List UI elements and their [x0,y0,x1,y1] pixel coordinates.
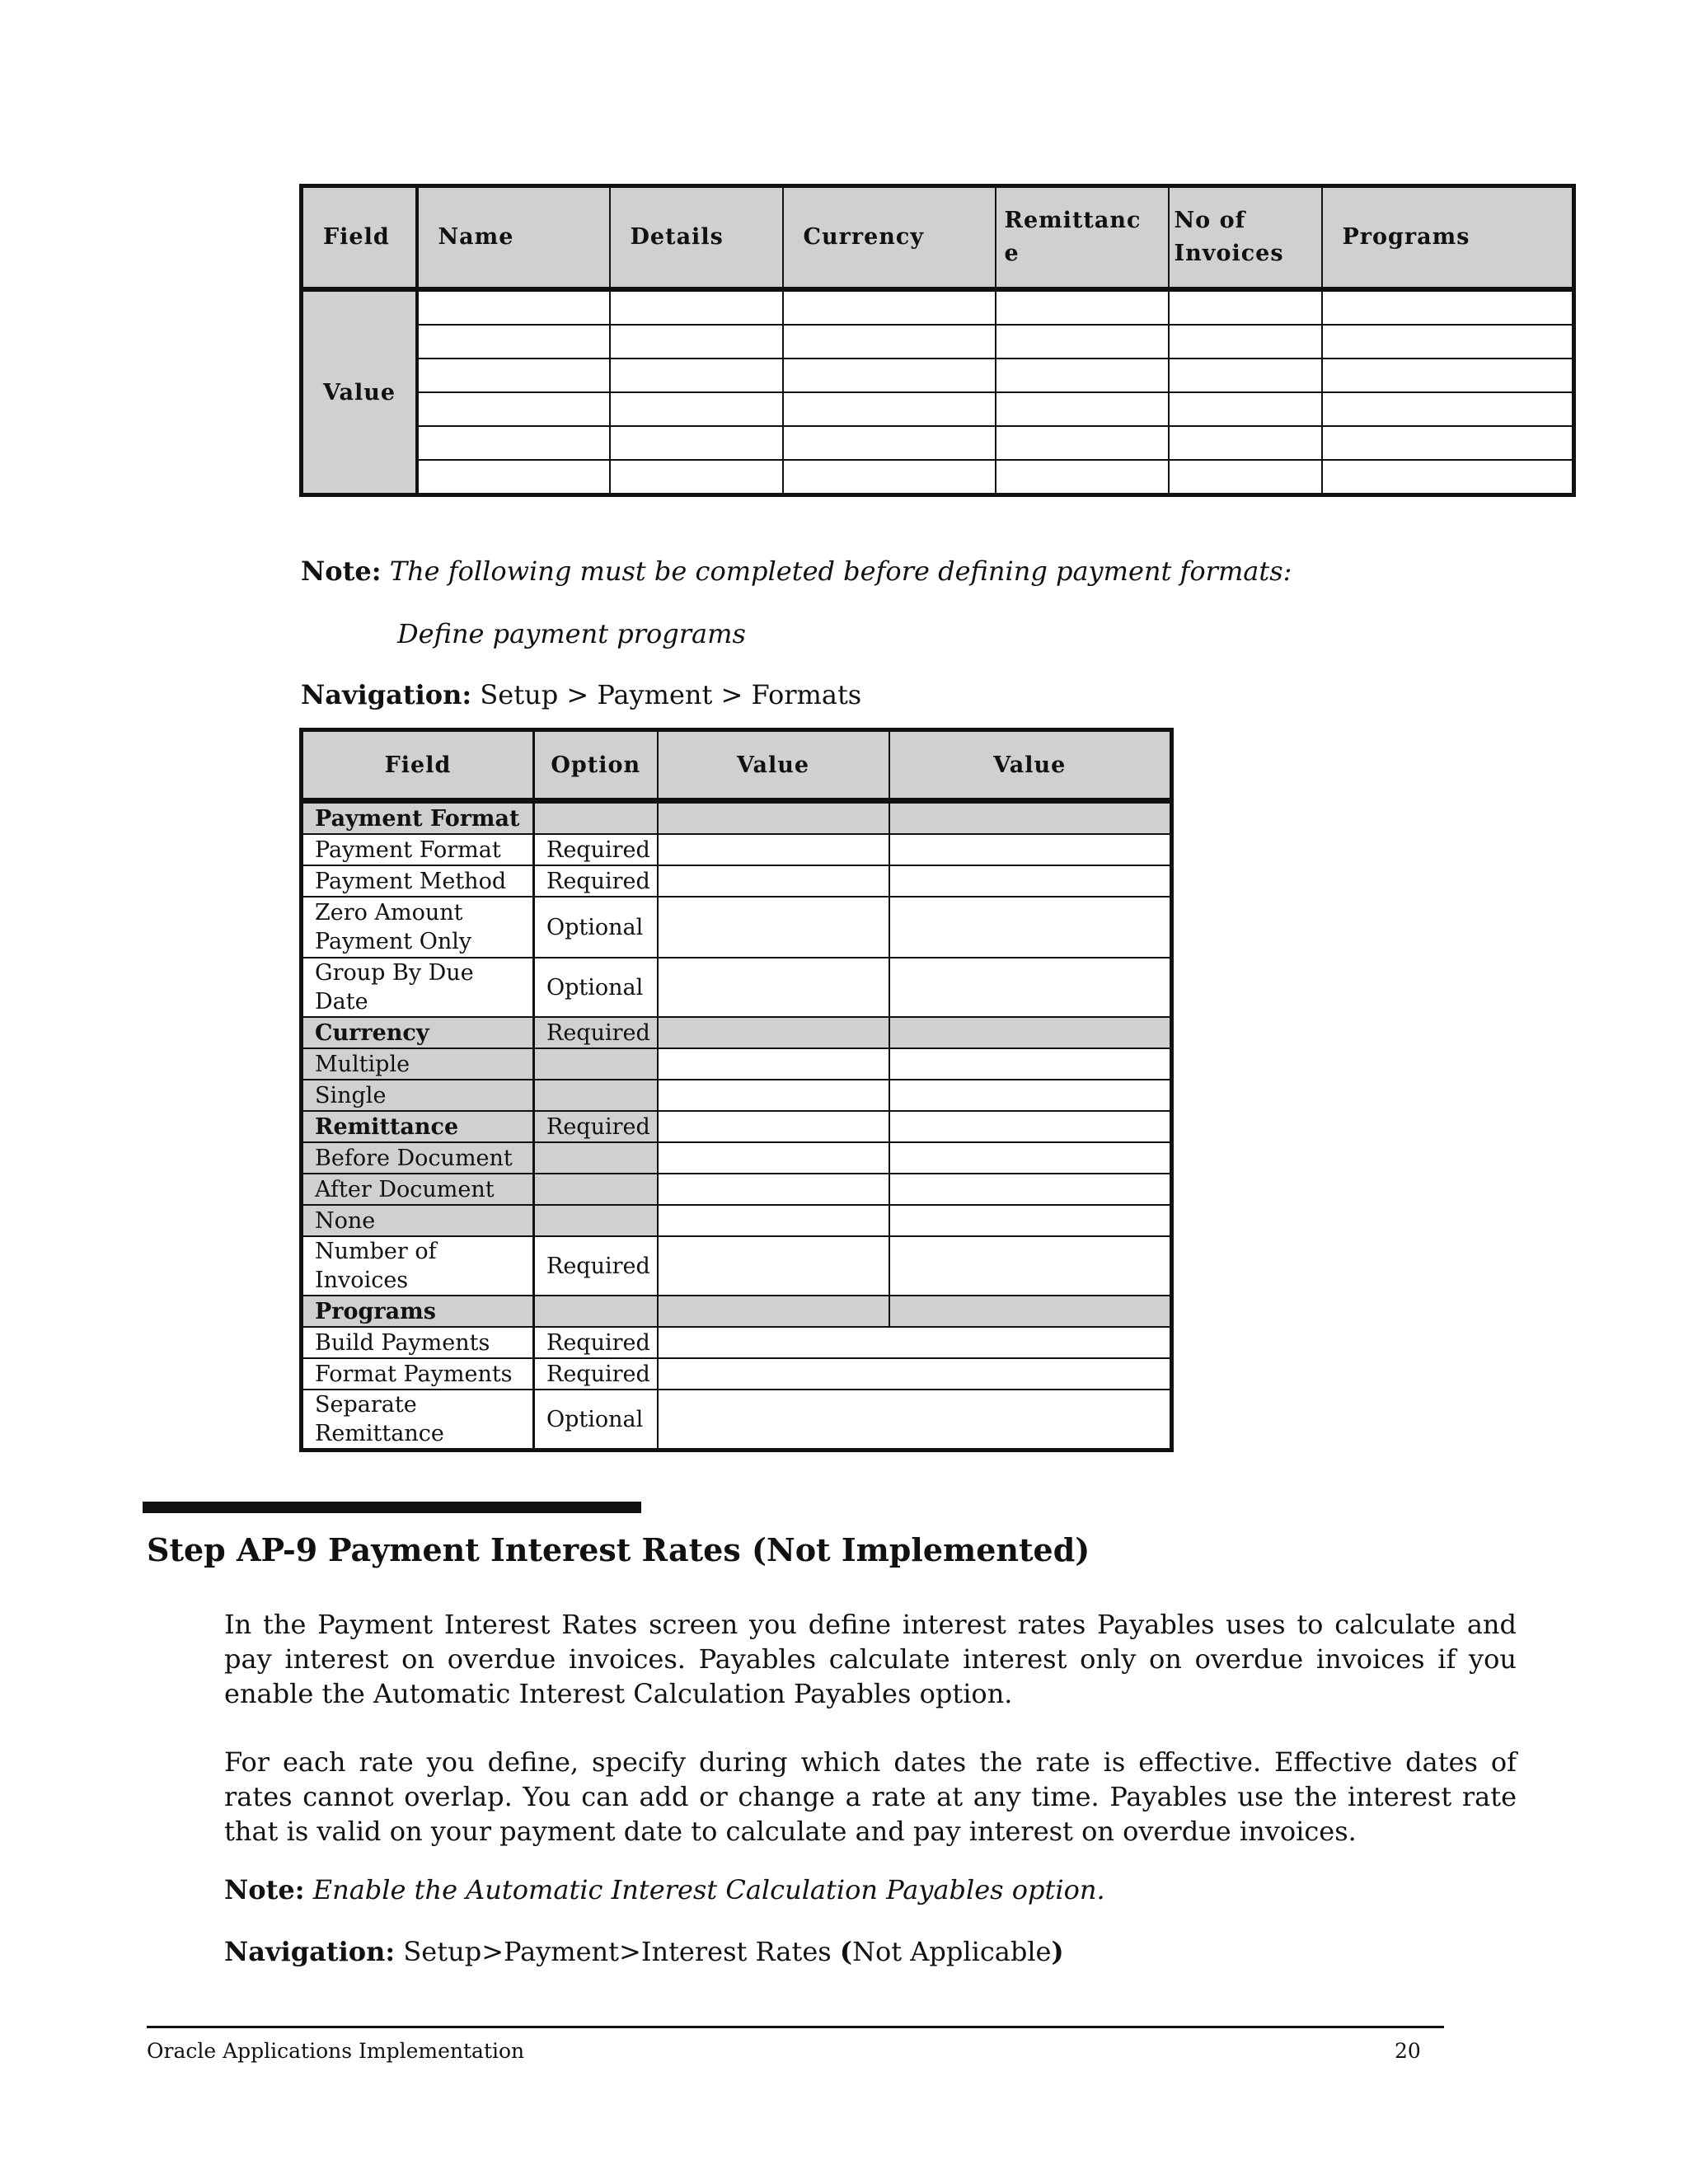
value-cell [658,1111,889,1142]
value-cell [417,359,610,392]
value-cell [1322,289,1574,325]
option-cell: Required [534,834,658,865]
option-cell [534,1142,658,1174]
step-navigation-label: Navigation: [224,1936,396,1967]
field-cell: After Document [302,1174,534,1205]
value-cell [1169,359,1322,392]
header-no-of-invoices: No of Invoices [1169,186,1322,290]
value-cell [658,834,889,865]
value-cell [996,426,1169,460]
step-number: Step AP-9 [147,1531,318,1568]
header-value: Value [889,730,1172,801]
value-cell [1322,325,1574,359]
value-cell [889,1236,1172,1296]
field-cell: Build Payments [302,1327,534,1358]
page-number: 20 [1395,2039,1421,2063]
header-name: Name [417,186,610,290]
field-cell: Before Document [302,1142,534,1174]
table-row [302,325,1574,359]
field-cell: Remittance [302,1111,534,1142]
field-cell: Format Payments [302,1358,534,1390]
value-cell [610,325,783,359]
step-paragraph-1: In the Payment Interest Rates screen you define interest rates Payables uses to calculate and pay interest on overdue invoices. Payables calculate interest only on overdue invoices if you enable the Automatic Interest Calculation Payables option. [224,1609,1517,1709]
value-cell [417,392,610,426]
header-details: Details [610,186,783,290]
value-cell [1169,289,1322,325]
footer-document-title: Oracle Applications Implementation [147,2039,525,2063]
option-cell [534,1174,658,1205]
table-row [302,897,1172,958]
option-cell: Optional [534,958,658,1017]
option-cell: Optional [534,1390,658,1451]
table-payment-format-summary [299,184,1576,497]
value-cell [610,289,783,325]
value-cell [658,1205,889,1236]
header-programs: Programs [1322,186,1574,290]
note-label: Note: [301,555,382,587]
value-cell [1169,325,1322,359]
value-cell [1169,392,1322,426]
value-cell [996,325,1169,359]
value-cell [1322,359,1574,392]
option-cell: Required [534,1111,658,1142]
value-cell [417,426,610,460]
value-cell [658,1327,1172,1358]
value-cell [417,325,610,359]
value-cell [889,1296,1172,1327]
value-cell [783,392,996,426]
value-cell [658,1048,889,1080]
value-cell [889,1205,1172,1236]
value-cell [783,359,996,392]
field-cell: Number of Invoices [302,1236,534,1296]
step-heading [147,1531,1090,1568]
field-cell: Payment Format [302,801,534,835]
value-cell [610,359,783,392]
value-cell [783,325,996,359]
header-value: Value [658,730,889,801]
value-cell [658,1236,889,1296]
value-cell [1322,460,1574,495]
table-header-row [302,730,1172,801]
value-cell [658,1017,889,1048]
navigation-text: Setup > Payment > Formats [480,679,862,710]
step-navigation-text: Setup>Payment>Interest Rates [403,1936,840,1967]
option-cell [534,801,658,835]
step-navigation [224,1934,1064,1969]
field-cell: Zero Amount Payment Only [302,897,534,958]
value-cell [658,1296,889,1327]
table-row [302,801,1172,835]
table-row [302,958,1172,1017]
note-prerequisite [301,554,1292,588]
table-row [302,460,1574,495]
header-field: Field [302,186,417,290]
table-row [302,1327,1172,1358]
field-cell: Payment Format [302,834,534,865]
value-cell [658,801,889,835]
step-note-text: Enable the Automatic Interest Calculation Payables option. [312,1874,1105,1905]
table-row [302,1174,1172,1205]
table-row [302,1296,1172,1327]
option-cell [534,1296,658,1327]
value-cell [1322,426,1574,460]
value-cell [889,1017,1172,1048]
table-row [302,1390,1172,1451]
section-divider-bar [143,1502,641,1513]
table-row [302,1048,1172,1080]
value-cell [996,460,1169,495]
option-cell [534,1080,658,1111]
navigation-path [301,677,861,712]
table-payment-format-options [299,728,1174,1452]
table-row [302,1017,1172,1048]
field-cell: Group By Due Date [302,958,534,1017]
value-cell [996,359,1169,392]
footer-rule [147,2026,1444,2028]
value-cell [889,1174,1172,1205]
table-row [302,359,1574,392]
option-cell: Required [534,1236,658,1296]
note-item: Define payment programs [397,618,746,649]
value-cell [658,865,889,897]
value-cell [783,426,996,460]
header-field: Field [302,730,534,801]
value-cell [417,289,610,325]
option-cell: Required [534,1017,658,1048]
step-note [224,1872,1105,1907]
table-row [302,1142,1172,1174]
value-cell [1169,426,1322,460]
value-cell [658,1174,889,1205]
value-cell [996,289,1169,325]
option-cell [534,1048,658,1080]
field-cell: Payment Method [302,865,534,897]
value-cell [658,1142,889,1174]
table-row [302,1236,1172,1296]
value-cell [658,1080,889,1111]
value-cell [889,897,1172,958]
option-cell [534,1205,658,1236]
navigation-label: Navigation: [301,679,472,710]
value-cell [417,460,610,495]
field-cell: Multiple [302,1048,534,1080]
value-cell [610,426,783,460]
step-navigation-status: Not Applicable [851,1936,1052,1967]
value-cell [889,958,1172,1017]
header-currency: Currency [783,186,996,290]
table-row [302,865,1172,897]
value-cell [889,1142,1172,1174]
field-cell: Single [302,1080,534,1111]
field-cell: Programs [302,1296,534,1327]
option-cell: Required [534,1327,658,1358]
option-cell: Optional [534,897,658,958]
value-cell [889,801,1172,835]
table-row [302,392,1574,426]
value-cell [1322,392,1574,426]
table-row [302,1205,1172,1236]
value-cell [783,460,996,495]
paren-close: ) [1051,1936,1064,1967]
value-cell [610,392,783,426]
value-cell [658,1390,1172,1451]
value-cell [889,865,1172,897]
value-cell [658,897,889,958]
table-row [302,834,1172,865]
value-cell [889,834,1172,865]
option-cell: Required [534,1358,658,1390]
field-cell: Currency [302,1017,534,1048]
row-label-value: Value [302,289,417,495]
field-cell: Separate Remittance [302,1390,534,1451]
value-cell [889,1048,1172,1080]
paren-open: ( [839,1936,852,1967]
table-row [302,426,1574,460]
value-cell [658,958,889,1017]
table-row [302,1358,1172,1390]
step-note-label: Note: [224,1874,305,1905]
table-row [302,289,1574,325]
header-option: Option [534,730,658,801]
option-cell: Required [534,865,658,897]
header-remittance: Remittanc e [996,186,1169,290]
value-cell [996,392,1169,426]
step-paragraph-2: For each rate you define, specify during which dates the rate is effective. Effective dates of rates cannot overlap. You can add or change a rate at any time. Payables use the interest rate that is valid on your payment date to calculate and pay interest on overdue invoices. [224,1746,1517,1847]
field-cell: None [302,1205,534,1236]
value-cell [889,1111,1172,1142]
table-header-row [302,186,1574,290]
value-cell [783,289,996,325]
value-cell [1169,460,1322,495]
value-cell [610,460,783,495]
value-cell [658,1358,1172,1390]
table-row [302,1111,1172,1142]
table-row [302,1080,1172,1111]
step-title: Payment Interest Rates (Not Implemented) [328,1531,1090,1568]
value-cell [889,1080,1172,1111]
note-text: The following must be completed before defining payment formats: [389,555,1292,587]
